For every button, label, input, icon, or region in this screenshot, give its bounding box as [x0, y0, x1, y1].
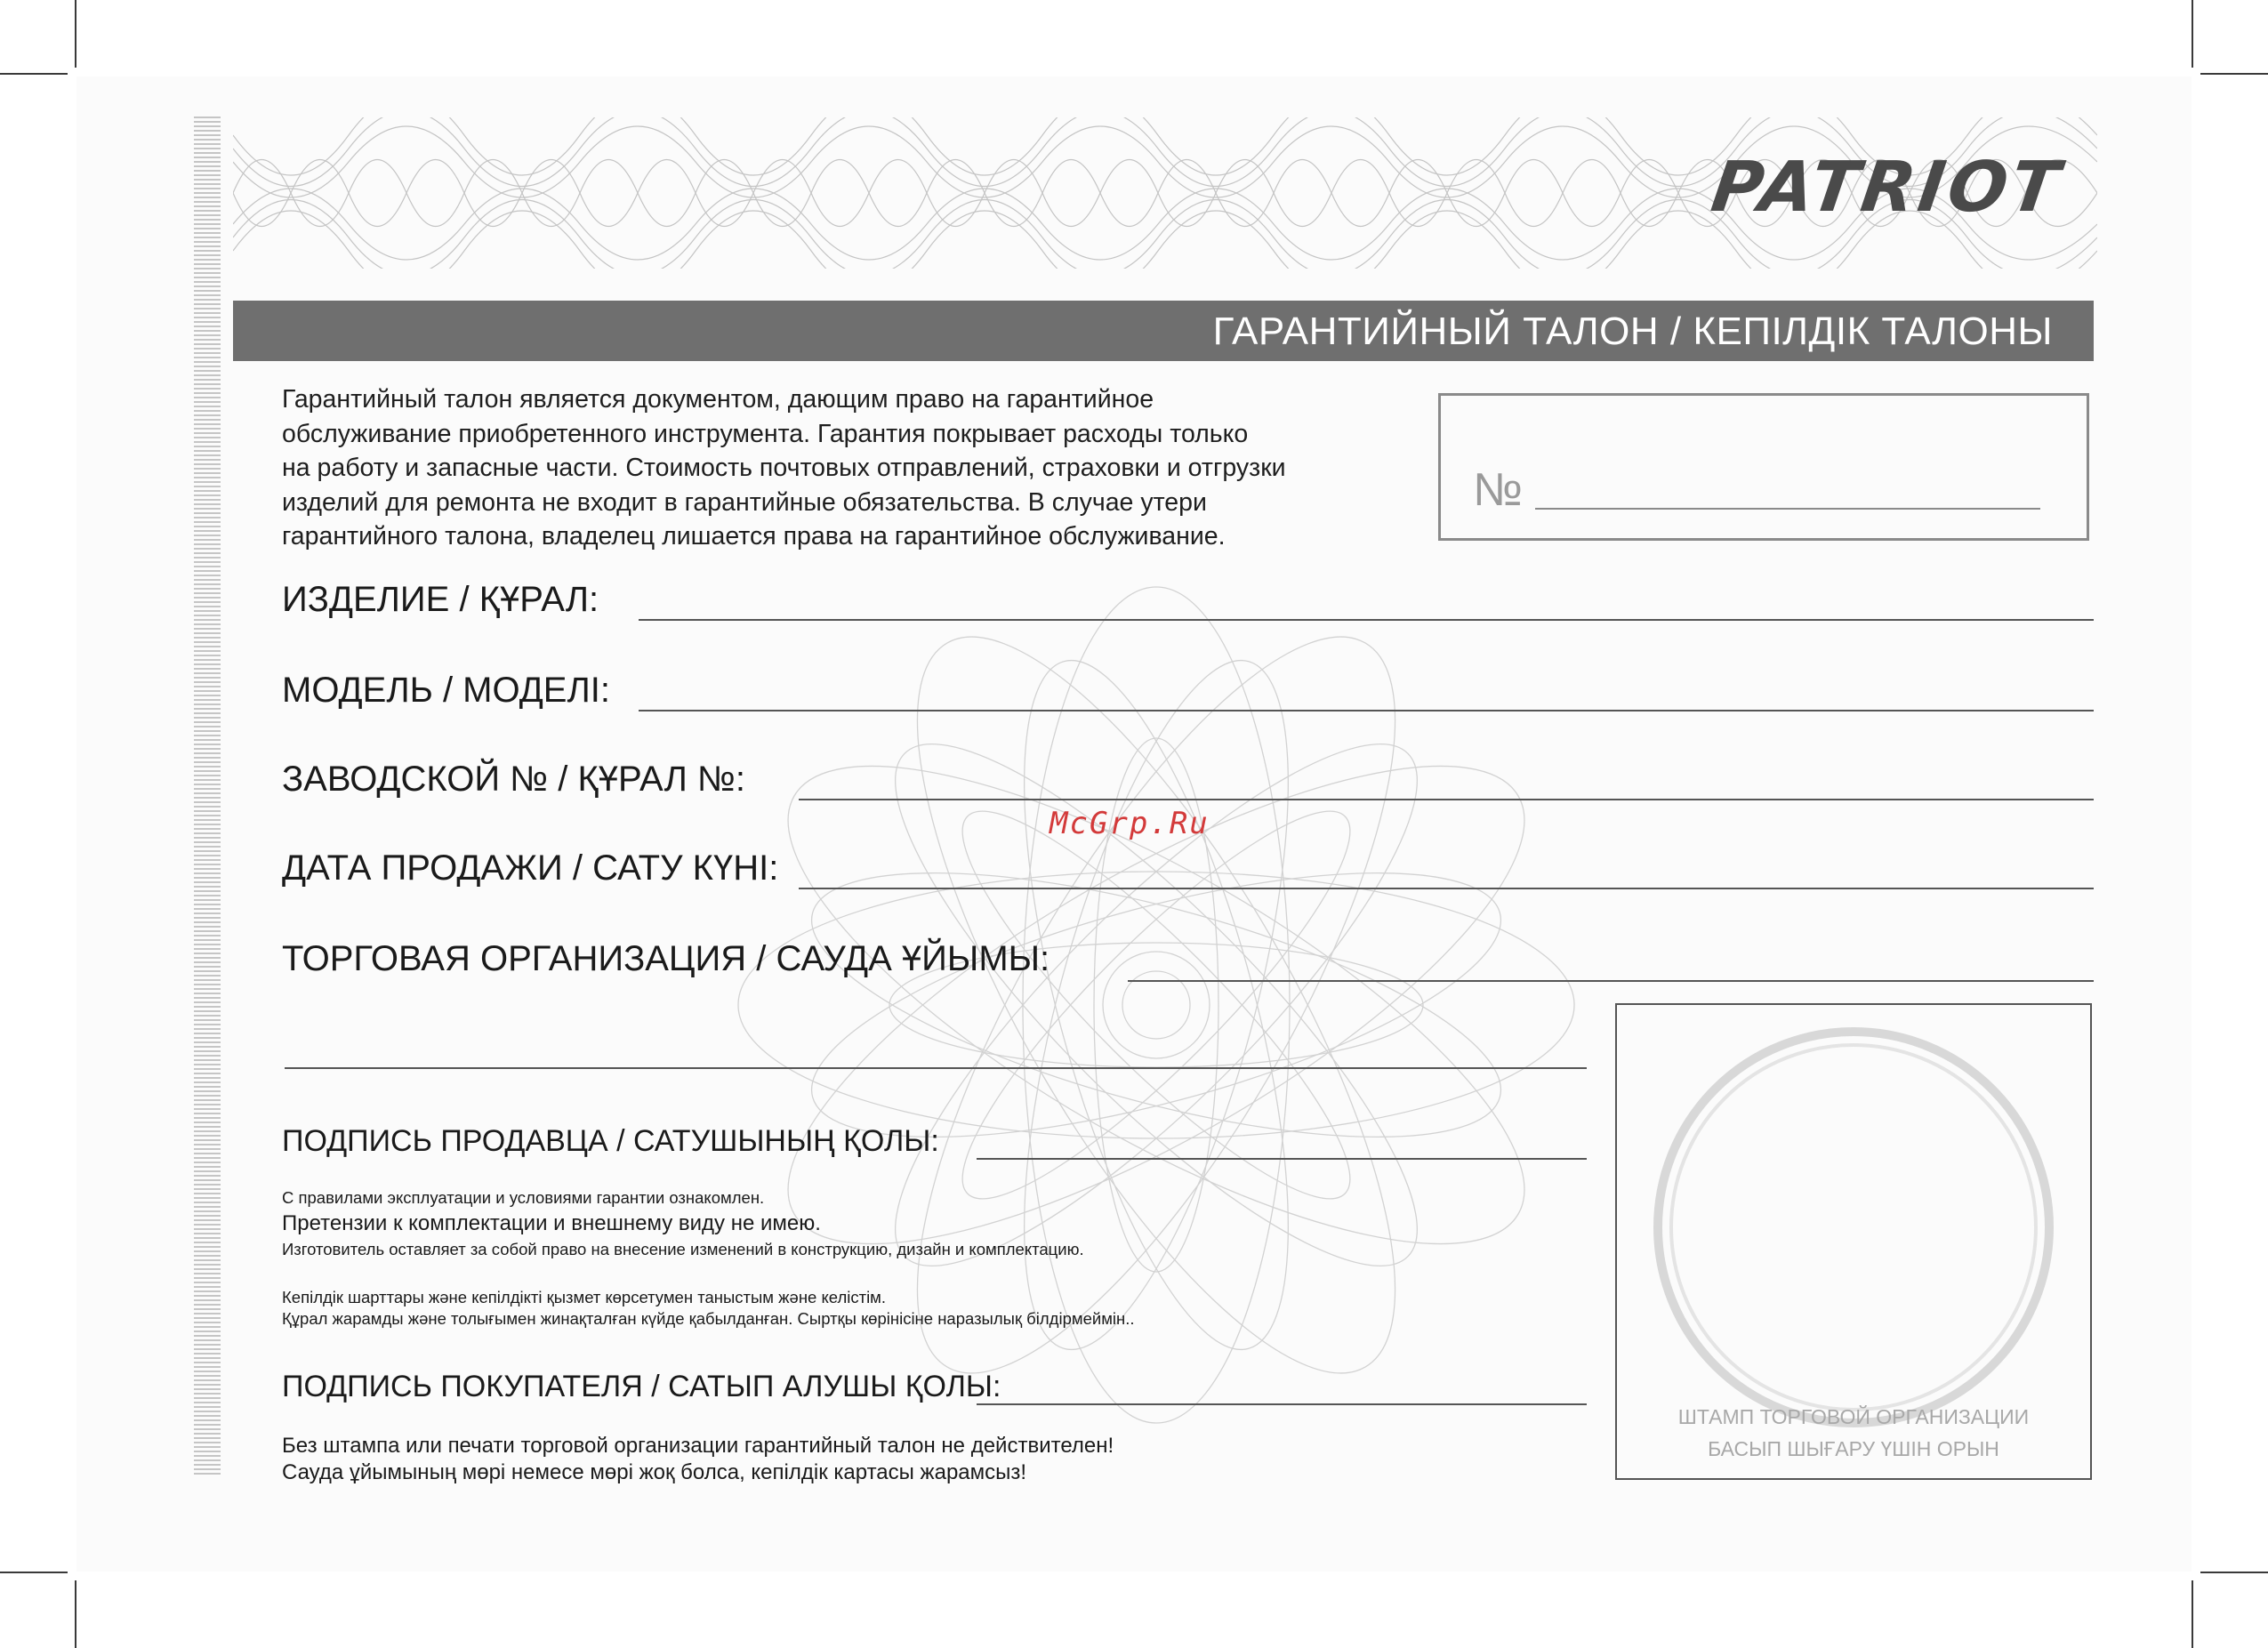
- note-kz-accepted: Құрал жарамды және толығымен жинақталған күйде қабылданған. Сыртқы көрінісіне наразылық білдірмеймін..: [282, 1309, 1135, 1328]
- page-title: ГАРАНТИЙНЫЙ ТАЛОН / КЕПІЛДІК ТАЛОНЫ: [1212, 310, 2053, 353]
- note-rules-acknowledged: С правилами эксплуатации и условиями гарантии ознакомлен.: [282, 1188, 765, 1207]
- sale-date-field[interactable]: [799, 888, 2094, 889]
- note-kz-acknowledged: Кепілдік шарттары және кепілдікті қызмет көрсетумен таныстым және келістім.: [282, 1288, 887, 1306]
- model-field[interactable]: [639, 710, 2094, 711]
- stamp-text-line2: БАСЫП ШЫҒАРУ ҮШІН ОРЫН: [1708, 1437, 1999, 1460]
- crop-mark: [0, 1572, 68, 1573]
- patriot-logo: PATRIOT: [1706, 148, 2068, 228]
- note-manufacturer-rights: Изготовитель оставляет за собой право на внесение изменений в конструкцию, дизайн и комплектацию.: [282, 1240, 1084, 1258]
- stamp-text-line1: ШТАМП ТОРГОВОЙ ОРГАНИЗАЦИИ: [1677, 1405, 2030, 1428]
- crop-mark: [2192, 1580, 2193, 1648]
- footer-warning-ru: Без штампа или печати торговой организации гарантийный талон не действителен!: [282, 1434, 1114, 1458]
- crop-mark: [0, 73, 68, 75]
- buyer-signature-label: ПОДПИСЬ ПОКУПАТЕЛЯ / САТЫП АЛУШЫ ҚОЛЫ:: [282, 1370, 1001, 1403]
- intro-line: Гарантийный талон является документом, дающим право на гарантийное: [282, 385, 1154, 414]
- crop-mark: [2200, 73, 2268, 75]
- organization-label: ТОРГОВАЯ ОРГАНИЗАЦИЯ / САУДА ҰЙЫМЫ:: [282, 939, 1050, 978]
- seller-signature-label: ПОДПИСЬ ПРОДАВЦА / САТУШЫНЫҢ ҚОЛЫ:: [282, 1124, 939, 1158]
- crop-mark: [75, 0, 76, 68]
- serial-label: ЗАВОДСКОЙ № / ҚҰРАЛ №:: [282, 760, 745, 799]
- buyer-signature-field[interactable]: [977, 1403, 1587, 1405]
- watermark-text: McGrp.Ru: [1050, 806, 1210, 841]
- product-field[interactable]: [639, 619, 2094, 621]
- title-bar: [233, 301, 2094, 361]
- organization-field[interactable]: [1128, 980, 2094, 982]
- organization-field-continued[interactable]: [285, 1067, 1587, 1069]
- crop-mark: [2192, 0, 2193, 68]
- intro-text: [282, 382, 1438, 554]
- number-box: [1438, 393, 2089, 541]
- seller-signature-field[interactable]: [977, 1158, 1587, 1160]
- model-label: МОДЕЛЬ / МОДЕЛІ:: [282, 671, 610, 710]
- stamp-box[interactable]: [1615, 1003, 2092, 1480]
- number-label: №: [1473, 464, 1523, 516]
- crop-mark: [2200, 1572, 2268, 1573]
- number-field[interactable]: [1535, 508, 2040, 510]
- intro-line: изделий для ремонта не входит в гарантийные обязательства. В случае утери: [282, 487, 1207, 517]
- microtext-strip: [194, 114, 221, 1475]
- serial-field[interactable]: [799, 799, 2094, 800]
- footer-warning-kz: Сауда ұйымының мөрі немесе мөрі жоқ болса, кепілдік картасы жарамсыз!: [282, 1460, 1027, 1484]
- product-label: ИЗДЕЛИЕ / ҚҰРАЛ:: [282, 580, 599, 619]
- intro-line: на работу и запасные части. Стоимость почтовых отправлений, страховки и отгрузки: [282, 454, 1286, 482]
- crop-mark: [75, 1580, 76, 1648]
- guilloche-rosette: [623, 534, 1690, 1512]
- sale-date-label: ДАТА ПРОДАЖИ / САТУ КҮНІ:: [282, 848, 779, 888]
- intro-line: обслуживание приобретенного инструмента. Гарантия покрывает расходы только: [282, 419, 1249, 448]
- note-no-claims: Претензии к комплектации и внешнему виду не имею.: [282, 1211, 821, 1235]
- intro-line: гарантийного талона, владелец лишается права на гарантийное обслуживание.: [282, 522, 1226, 551]
